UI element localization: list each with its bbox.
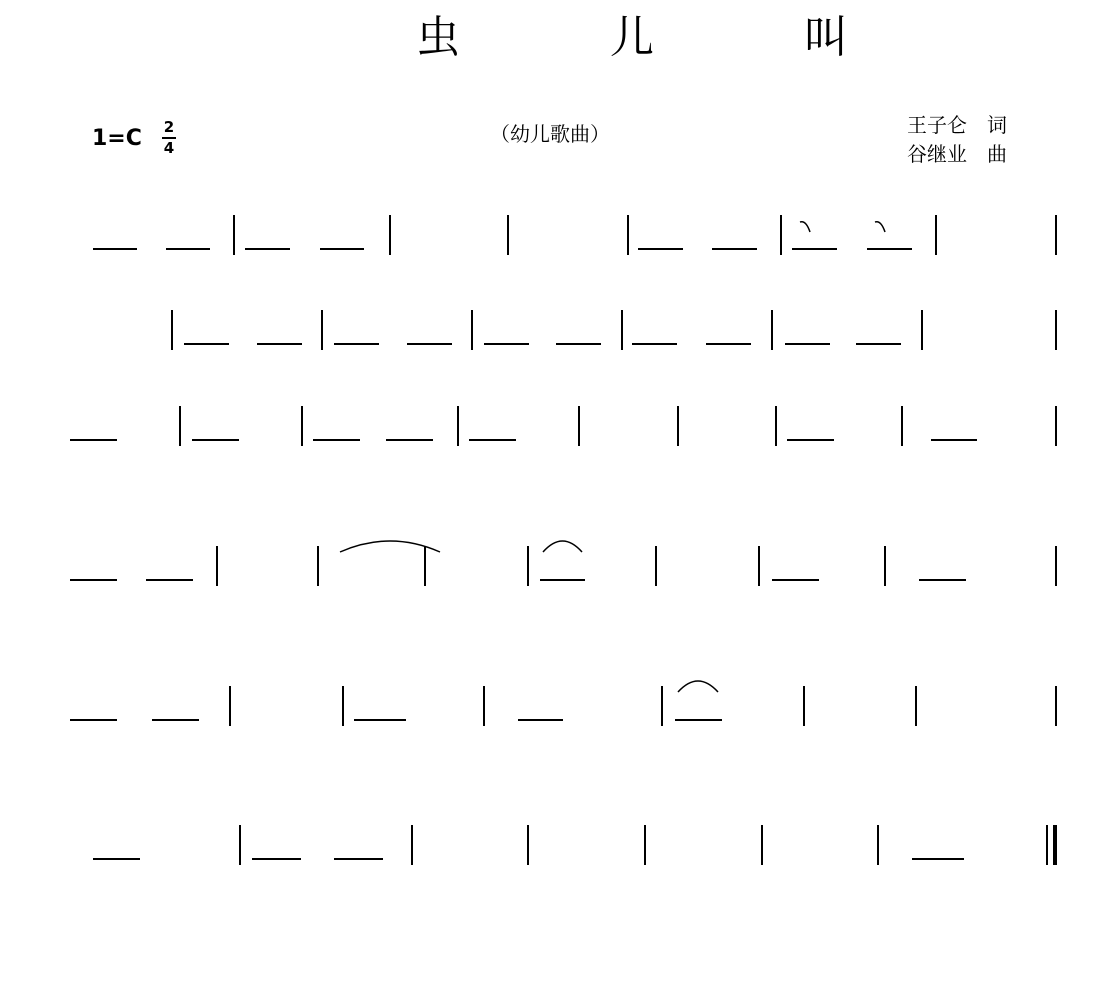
time-signature-numerator: 2 [163,118,175,136]
ornament-arrow [875,222,885,232]
ornament-arrow [800,222,810,232]
key-signature: 1=C [92,126,142,151]
time-signature-denominator: 4 [163,139,175,157]
slur [678,681,718,692]
slur [543,541,582,552]
lyricist-credit: 王子仑 词 [907,113,1007,137]
composer-credit: 谷继业 曲 [907,142,1007,166]
song-title: 虫 儿 叫 [416,12,916,63]
song-subtitle: （幼儿歌曲） [490,122,610,146]
